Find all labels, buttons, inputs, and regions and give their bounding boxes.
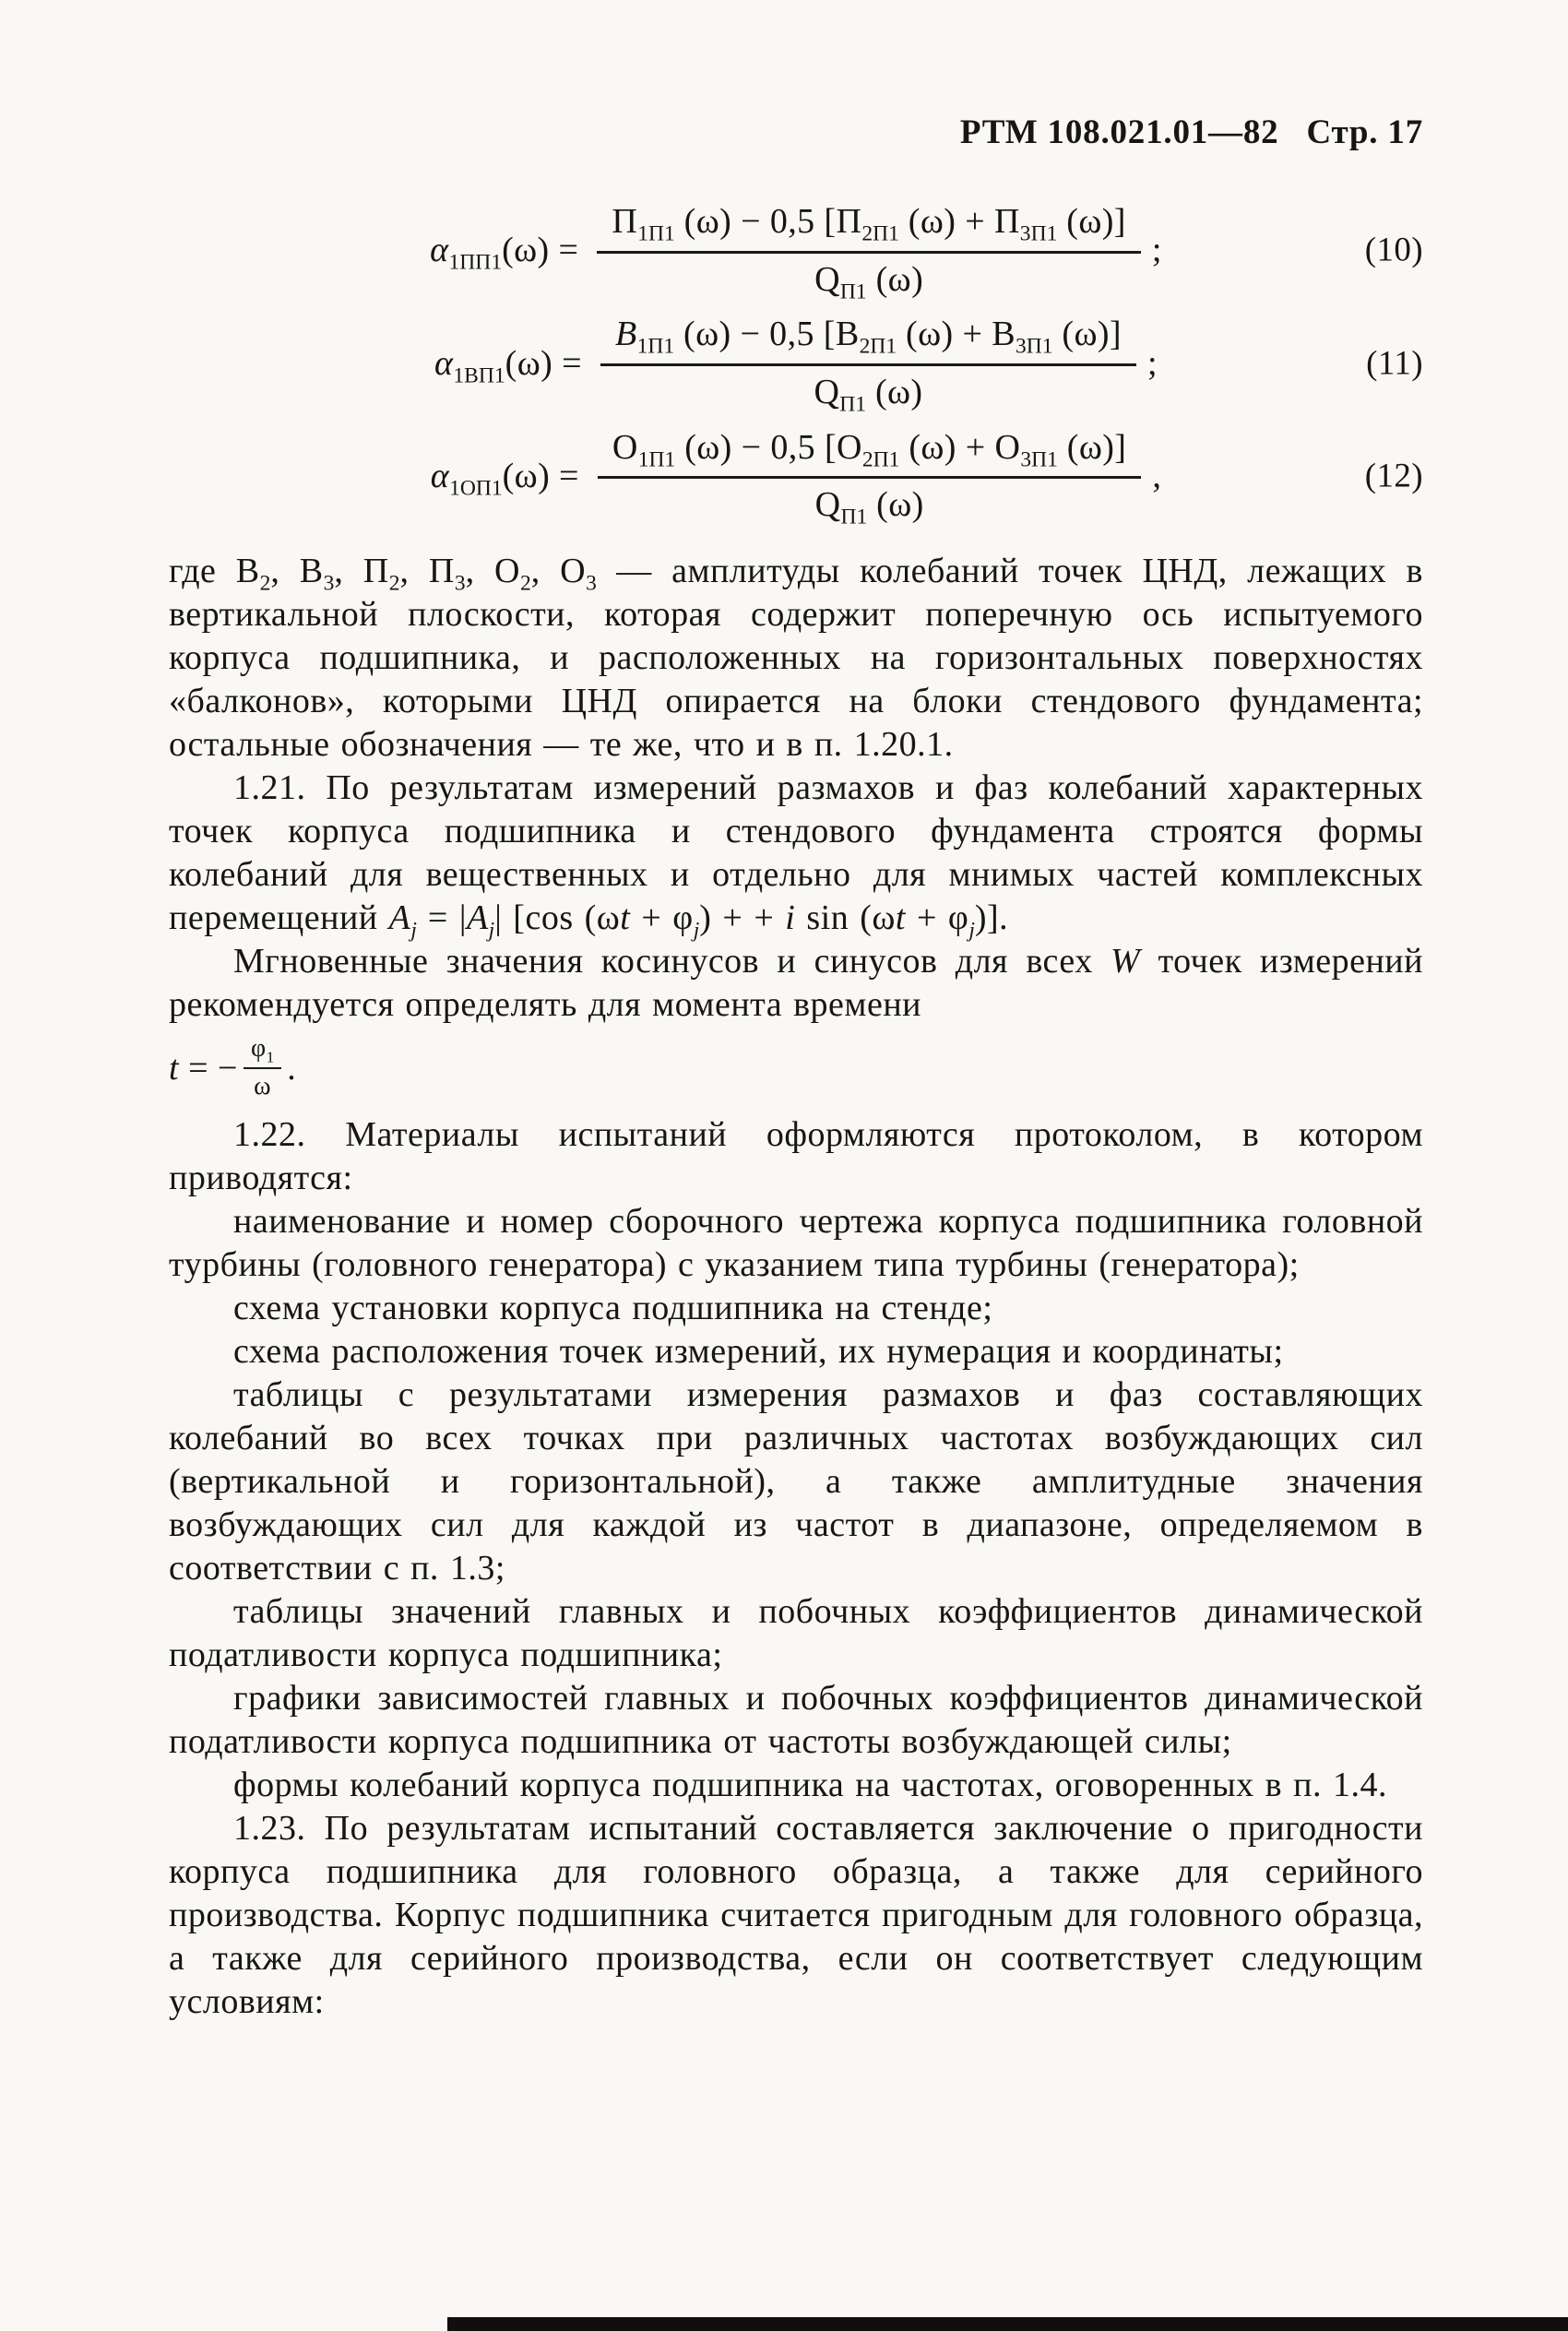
paragraph-instant-values: Мгновенные значения косинусов и синусов для всех W точек измерений рекомендуется определять для момента времени xyxy=(169,942,1423,1025)
fraction-denominator: $Q_{П1}$ (ω) xyxy=(814,485,924,530)
formula-suffix: . xyxy=(287,1048,297,1088)
fraction-numerator: $О_{1П1}$ (ω) − 0,5 [$О_{2П1}$ $(\omega) + О_{3П1}$ (ω)] xyxy=(598,426,1141,480)
paragraph-list-item: формы колебаний корпуса подшипника на частотах, оговоренных в п. 1.4. xyxy=(233,1765,1387,1804)
equation-10 xyxy=(169,200,1423,304)
equation-number: (11) xyxy=(1366,344,1423,383)
equation-11 xyxy=(169,313,1423,417)
fraction xyxy=(597,200,1140,304)
page-content xyxy=(169,0,1423,2024)
paragraph-list-item: наименование и номер сборочного чертежа корпуса подшипника головной турбины (головного генератора) с указанием типа турбины (генератора); xyxy=(169,1201,1423,1284)
fraction-numerator: $П_{1П1}$ (ω) − 0,5 [$П_{2П1}$ $(\omega) + П_{3П1}$ (ω)] xyxy=(597,200,1140,254)
equation-number: (12) xyxy=(1364,457,1423,495)
paragraph-1-21: 1.21. По результатам измерений размахов и фаз колебаний характерных точек корпуса подшипника и стендового фундамента строятся формы колебаний для вещественных и отдельно для мнимых частей комплексных перемещений $A_j = |A_j|$ [cos $(\omega t + \varphi_j)$ + + i $\sin (\omega t + \varphi_j)$]. xyxy=(169,768,1423,943)
equation-12 xyxy=(169,426,1423,530)
fraction-denominator: $Q_{П1}$ (ω) xyxy=(814,373,923,417)
fraction-denominator: ω xyxy=(254,1072,272,1101)
doc-reference: РТМ 108.021.01—82 xyxy=(959,113,1279,151)
fraction-numerator: $\varphi_1$ xyxy=(244,1034,281,1069)
paragraph-list-item: графики зависимостей главных и побочных коэффициентов динамической податливости корпуса подшипника от частоты возбуждающей силы; xyxy=(169,1678,1423,1761)
paragraph-1-23: 1.23. По результатам испытаний составляется заключение о пригодности корпуса подшипника для головного образца, а также для серийного производства. Корпус подшипника считается пригодным для головного образца, а также для серийного производства, если он соответствует следующим условиям: xyxy=(169,1808,1423,2021)
equation-number: (10) xyxy=(1364,231,1423,269)
fraction xyxy=(244,1034,281,1101)
equation-lhs: $\alpha_{1ПП1}(\omega)$ = xyxy=(430,231,579,275)
paragraph-list-item: таблицы с результатами измерения размахов и фаз составляющих колебаний во всех точках при различных частотах возбуждающих сил (вертикальной и горизонтальной), а также амплитудные значения возбуждающих сил для каждой из частот в диапазоне, определяемом в соответствии с п. 1.3; xyxy=(169,1374,1423,1588)
formula-prefix: t = − xyxy=(169,1048,238,1088)
equation-body xyxy=(434,313,1158,417)
equation-punctuation: , xyxy=(1152,456,1162,495)
fraction-denominator: $Q_{П1}$ (ω) xyxy=(814,259,924,304)
equation-body xyxy=(430,200,1162,304)
paragraph-definitions: где $В_2$, $В_3$, $П_2$, $П_3$, $О_2$, $О_3$ — амплитуды колебаний точек ЦНД, лежащих в вертикальной плоскости, которая содержит поперечную ось испытуемого корпуса подшипника, и расположенных на горизонтальных поверхностях «балконов», которыми ЦНД опирается на блоки стендового фундамента; остальные обозначения — те же, что и в п. 1.20.1. xyxy=(169,552,1423,765)
paragraph-list-item: схема установки корпуса подшипника на стенде; xyxy=(233,1288,993,1327)
scan-edge-artifact xyxy=(447,2317,1568,2331)
equation-punctuation: ; xyxy=(1151,231,1162,270)
equation-lhs: $\alpha_{1ВП1}(\omega)$ = xyxy=(434,343,582,388)
fraction xyxy=(600,313,1136,417)
inline-formula-time xyxy=(169,1034,1423,1101)
paragraph-1-22: 1.22. Материалы испытаний оформляются протоколом, в котором приводятся: xyxy=(169,1114,1423,1197)
paragraph-list-item: схема расположения точек измерений, их нумерация и координаты; xyxy=(233,1331,1284,1371)
fraction xyxy=(598,426,1141,530)
equation-punctuation: ; xyxy=(1146,343,1158,383)
fraction-numerator: $B_{1П1}$ (ω) − 0,5 [$В_{2П1}$ $(\omega) + В_{3П1}$ (ω)] xyxy=(600,313,1136,366)
paragraph-list-item: таблицы значений главных и побочных коэффициентов динамической податливости корпуса подшипника; xyxy=(169,1591,1423,1674)
equation-body xyxy=(430,426,1162,530)
page-header xyxy=(169,113,1423,152)
page-number: Стр. 17 xyxy=(1306,113,1423,151)
equations-block xyxy=(169,200,1423,530)
equation-lhs: $\alpha_{1ОП1}(\omega)$ = xyxy=(430,456,579,501)
